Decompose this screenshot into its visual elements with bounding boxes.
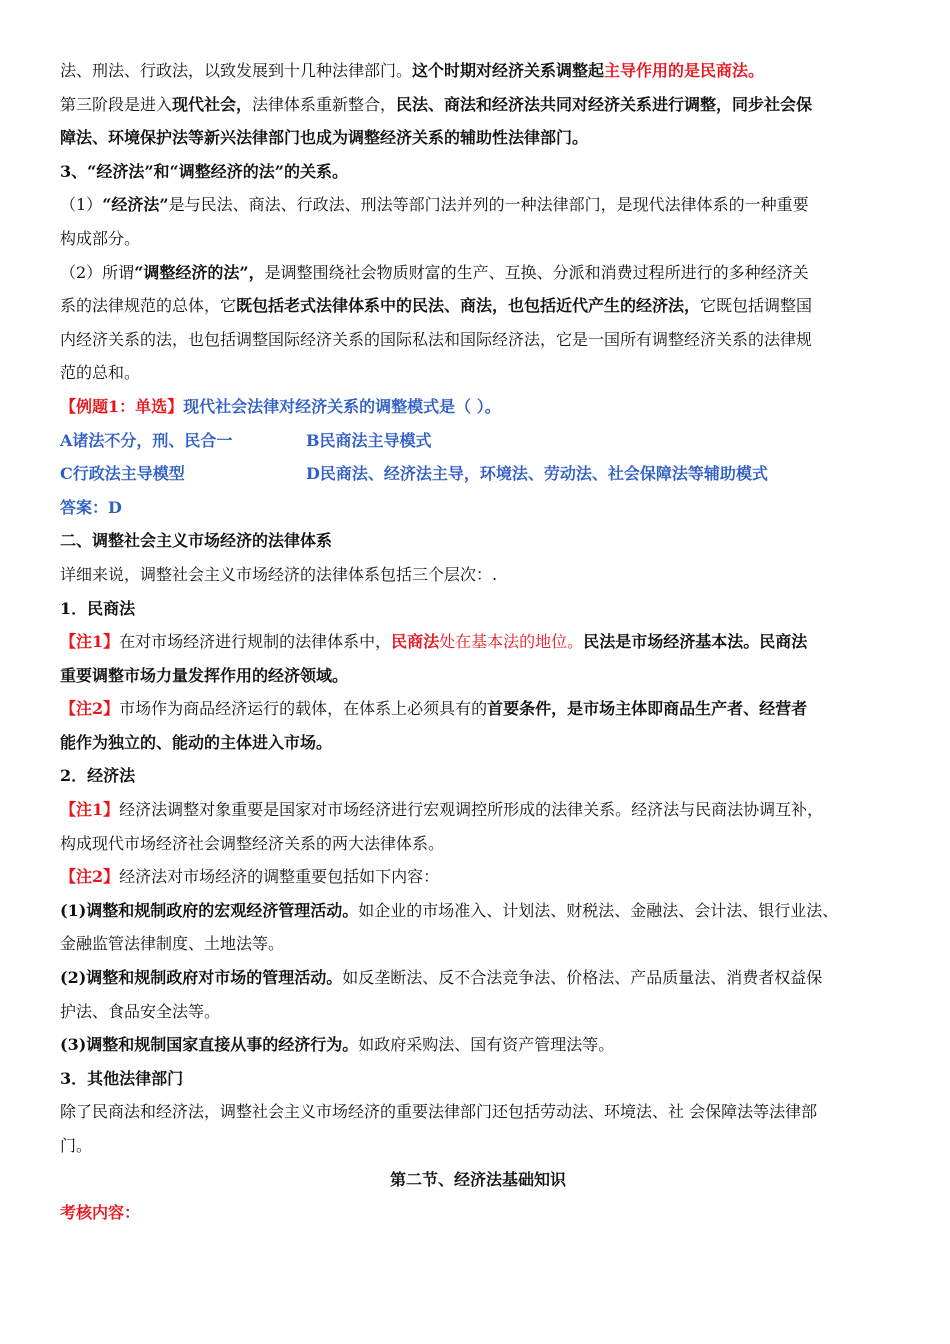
question-text: 现代社会法律对经济关系的调整模式是（ ）。 [183, 396, 501, 416]
text-line: 能作为独立的、能动的主体进入市场。 [60, 732, 333, 752]
subheading: 1．民商法 [60, 598, 136, 618]
text-line: 范的总和。 [60, 363, 141, 383]
bold-text: 现代社会， [172, 94, 253, 114]
text-line: 构成现代市场经济社会调整经济关系的两大法律体系。 [60, 833, 445, 853]
text-line [60, 290, 896, 324]
text-line [60, 189, 896, 223]
text: 在对市场经济进行规制的法律体系中， [119, 632, 392, 652]
note-tag: 【注2】 [60, 867, 120, 887]
text: 第三阶段是进入 [60, 94, 173, 114]
note-tag: 【注2】 [60, 699, 120, 719]
text: 经济法对市场经济的调整重要包括如下内容： [119, 867, 440, 887]
option-c: C行政法主导模型 [60, 464, 185, 484]
section-heading: 二、调整社会主义市场经济的法律体系 [60, 531, 333, 551]
text-line [60, 89, 896, 123]
bold-text: 这个时期对经济关系调整起 [412, 61, 605, 80]
text: 如政府采购法、国有资产管理法等。 [358, 1035, 615, 1055]
note-tag: 【注1】 [60, 632, 120, 652]
document-page [60, 55, 896, 1231]
bold-text: “调整经济的法”， [134, 262, 265, 282]
bold-text: 民法、商法和经济法共同对经济关系进行调整，同步社会保 [396, 94, 813, 114]
text-line: 构成部分。 [60, 228, 141, 248]
text-line: 除了民商法和经济法，调整社会主义市场经济的重要法律部门还包括劳动法、环境法、社 会保障法等法律部 [60, 1102, 818, 1122]
note-tag: 【注1】 [60, 800, 120, 820]
bold-text: (3)调整和规制国家直接从事的经济行为。 [60, 1035, 359, 1055]
subheading: 3．其他法律部门 [60, 1068, 184, 1088]
text-line: 护法、食品安全法等。 [60, 1001, 221, 1021]
text: （2）所谓 [60, 262, 135, 282]
text: 是调整围绕社会物质财富的生产、互换、分派和消费过程所进行的多种经济关 [264, 262, 809, 282]
options-row [60, 458, 896, 492]
text: （1） [60, 195, 103, 215]
note [60, 626, 896, 660]
subheading: 3、“经济法”和“调整经济的法”的关系。 [60, 161, 348, 181]
section-title: 第二节、经济法基础知识 [389, 1169, 566, 1189]
red-text: 处在基本法的地位。 [439, 632, 584, 652]
text: 法律体系重新整合， [252, 94, 397, 114]
text: 系的法律规范的总体，它 [60, 296, 237, 316]
text-line: 障法、环境保护法等新兴法律部门也成为调整经济关系的辅助性法律部门。 [60, 128, 589, 148]
example-tag: 【例题1：单选】 [60, 396, 184, 416]
option-d: D民商法、经济法主导，环境法、劳动法、社会保障法等辅助模式 [306, 464, 768, 484]
bold-text: 既包括老式法律体系中的民法、商法，也包括近代产生的经济法， [236, 296, 701, 316]
text: 市场作为商品经济运行的载体，在体系上必须具有的 [119, 699, 488, 719]
note [60, 693, 896, 727]
list-item [60, 962, 896, 996]
subheading: 2．经济法 [60, 766, 136, 786]
text: 法、刑法、行政法，以致发展到十几种法律部门。 [60, 61, 413, 80]
text: 经济法调整对象重要是国家对市场经济进行宏观调控所形成的法律关系。经济法与民商法协调互补， [119, 800, 824, 820]
bold-text: 民法是市场经济基本法。民商法 [583, 632, 808, 652]
bold-text: (2)调整和规制政府对市场的管理活动。 [60, 968, 343, 988]
list-item [60, 895, 896, 929]
answer: 答案：D [60, 497, 122, 517]
note [60, 794, 896, 828]
example-question [60, 391, 896, 425]
text: 是与民法、商法、行政法、刑法等部门法并列的一种法律部门，是现代法律体系的一种重要 [168, 195, 809, 215]
bold-text: (1)调整和规制政府的宏观经济管理活动。 [60, 900, 359, 920]
text-line: 重要调整市场力量发挥作用的经济领域。 [60, 665, 349, 685]
exam-content-label: 考核内容： [60, 1203, 141, 1223]
list-item [60, 1029, 896, 1063]
text-line: 内经济关系的法，也包括调整国际经济关系的国际私法和国际经济法，它是一国所有调整经济关系的法律规 [60, 329, 813, 349]
option-a: A诸法不分，刑、民合一 [60, 430, 233, 450]
bold-text: 首要条件，是市场主体即商品生产者、经营者 [487, 699, 808, 719]
text-line [60, 257, 896, 291]
text-line: 详细来说，调整社会主义市场经济的法律体系包括三个层次：. [60, 564, 498, 584]
text: 如企业的市场准入、计划法、财税法、金融法、会计法、银行业法、 [358, 900, 839, 920]
highlight-text: 民商法 [391, 632, 440, 652]
text: 它既包括调整国 [700, 296, 813, 316]
text-line: 金融监管法律制度、土地法等。 [60, 934, 285, 954]
note [60, 861, 896, 895]
text-line [60, 55, 896, 89]
options-row [60, 425, 896, 459]
text-line: 门。 [60, 1136, 93, 1155]
highlight-text: 主导作用的是民商法。 [604, 61, 765, 80]
bold-text: “经济法” [102, 195, 169, 215]
option-b: B民商法主导模式 [306, 430, 432, 450]
text: 如反垄断法、反不合法竞争法、价格法、产品质量法、消费者权益保 [342, 968, 823, 988]
